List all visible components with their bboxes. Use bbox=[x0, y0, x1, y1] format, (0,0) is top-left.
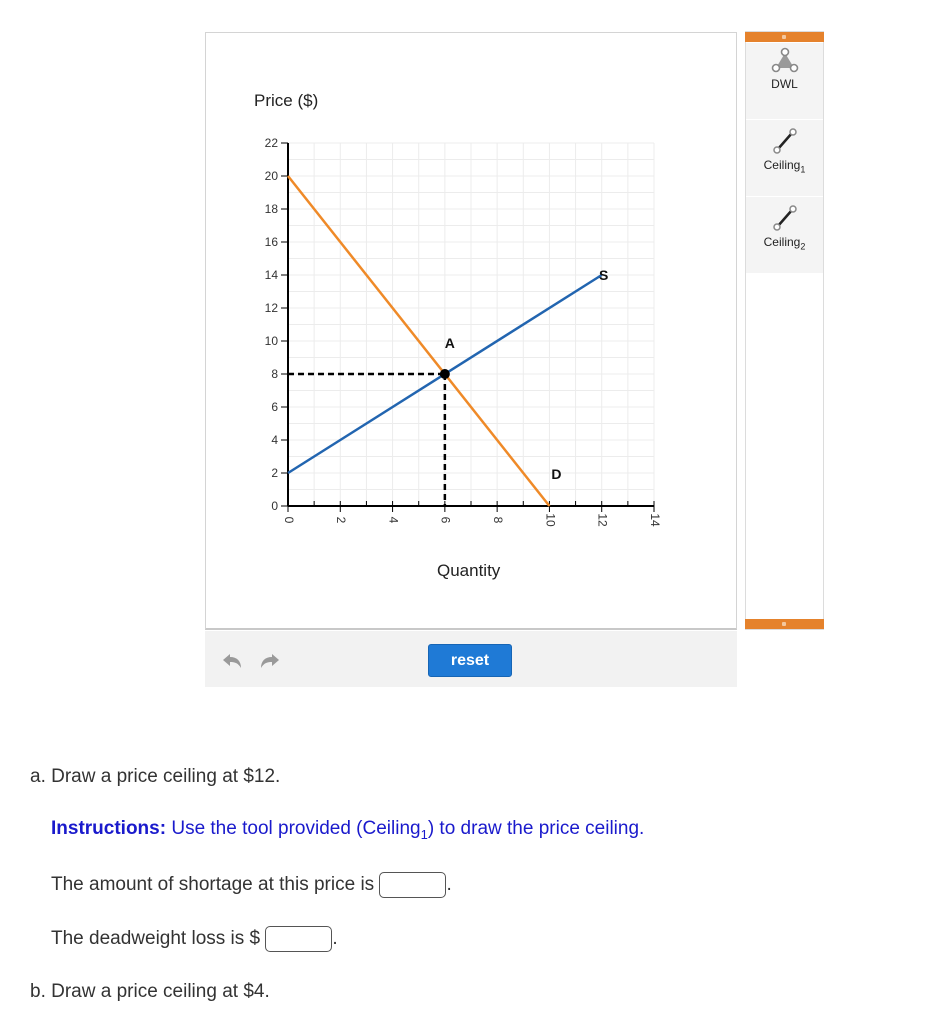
x-tick-label: 8 bbox=[490, 516, 505, 524]
y-tick-label: 20 bbox=[264, 169, 278, 183]
y-tick-label: 10 bbox=[264, 334, 278, 348]
shortage-input[interactable] bbox=[379, 872, 446, 898]
y-axis-title: Price ($) bbox=[254, 91, 319, 110]
supply-demand-chart[interactable] bbox=[206, 33, 738, 631]
x-tick-label: 2 bbox=[334, 516, 349, 524]
point-a-label: A bbox=[444, 335, 455, 351]
undo-icon bbox=[221, 651, 245, 671]
grid bbox=[288, 143, 654, 506]
tool-dwl[interactable] bbox=[746, 43, 823, 119]
y-tick-label: 4 bbox=[271, 433, 278, 447]
y-tick-label: 18 bbox=[264, 202, 278, 216]
demand-label: D bbox=[551, 466, 562, 482]
x-tick-label: 10 bbox=[543, 513, 558, 527]
x-tick-label: 0 bbox=[281, 516, 296, 524]
graph-panel bbox=[205, 32, 737, 630]
redo-icon bbox=[257, 651, 281, 671]
x-tick-label: 12 bbox=[595, 513, 610, 527]
tool-ceiling-1[interactable] bbox=[746, 120, 823, 196]
y-tick-label: 14 bbox=[264, 268, 278, 282]
x-tick-label: 6 bbox=[438, 516, 453, 524]
tool-panel-scroll-up[interactable] bbox=[745, 32, 824, 42]
tool-panel-scroll-down[interactable] bbox=[745, 619, 824, 629]
reset-button[interactable]: reset bbox=[428, 644, 512, 677]
question-b: b. Draw a price ceiling at $4. bbox=[30, 981, 270, 1002]
undo-button[interactable] bbox=[221, 651, 245, 676]
y-tick-label: 22 bbox=[264, 136, 278, 150]
tool-ceiling-2[interactable] bbox=[746, 197, 823, 273]
tool-ceiling-2-label: Ceiling$_2$ bbox=[763, 235, 806, 252]
line-tool-icon bbox=[768, 120, 802, 158]
tool-ceiling-1-label: Ceiling$_1$ bbox=[763, 158, 806, 175]
equilibrium-point bbox=[440, 369, 450, 379]
dwl-icon bbox=[768, 43, 802, 77]
y-tick-label: 12 bbox=[264, 301, 278, 315]
question-a: a. Draw a price ceiling at $12. bbox=[30, 766, 281, 787]
line-tool-icon bbox=[768, 197, 802, 235]
redo-button[interactable] bbox=[257, 651, 281, 676]
dwl-question: The deadweight loss is $ . bbox=[51, 926, 338, 952]
x-axis-title: Quantity bbox=[437, 561, 501, 580]
y-tick-label: 2 bbox=[271, 466, 278, 480]
graph-toolbar bbox=[205, 631, 737, 687]
dwl-input[interactable] bbox=[265, 926, 332, 952]
y-tick-label: 16 bbox=[264, 235, 278, 249]
tool-dwl-label: DWL bbox=[771, 77, 798, 91]
supply-label: S bbox=[599, 267, 609, 283]
tool-panel bbox=[745, 31, 824, 630]
y-tick-label: 6 bbox=[271, 400, 278, 414]
x-tick-label: 14 bbox=[647, 513, 662, 527]
instructions: Instructions: Use the tool provided (Ceiling$_1$) to draw the price ceiling. bbox=[51, 818, 645, 842]
y-tick-label: 8 bbox=[271, 367, 278, 381]
shortage-question: The amount of shortage at this price is . bbox=[51, 872, 452, 898]
y-tick-label: 0 bbox=[271, 499, 278, 513]
x-tick-label: 4 bbox=[386, 516, 401, 524]
